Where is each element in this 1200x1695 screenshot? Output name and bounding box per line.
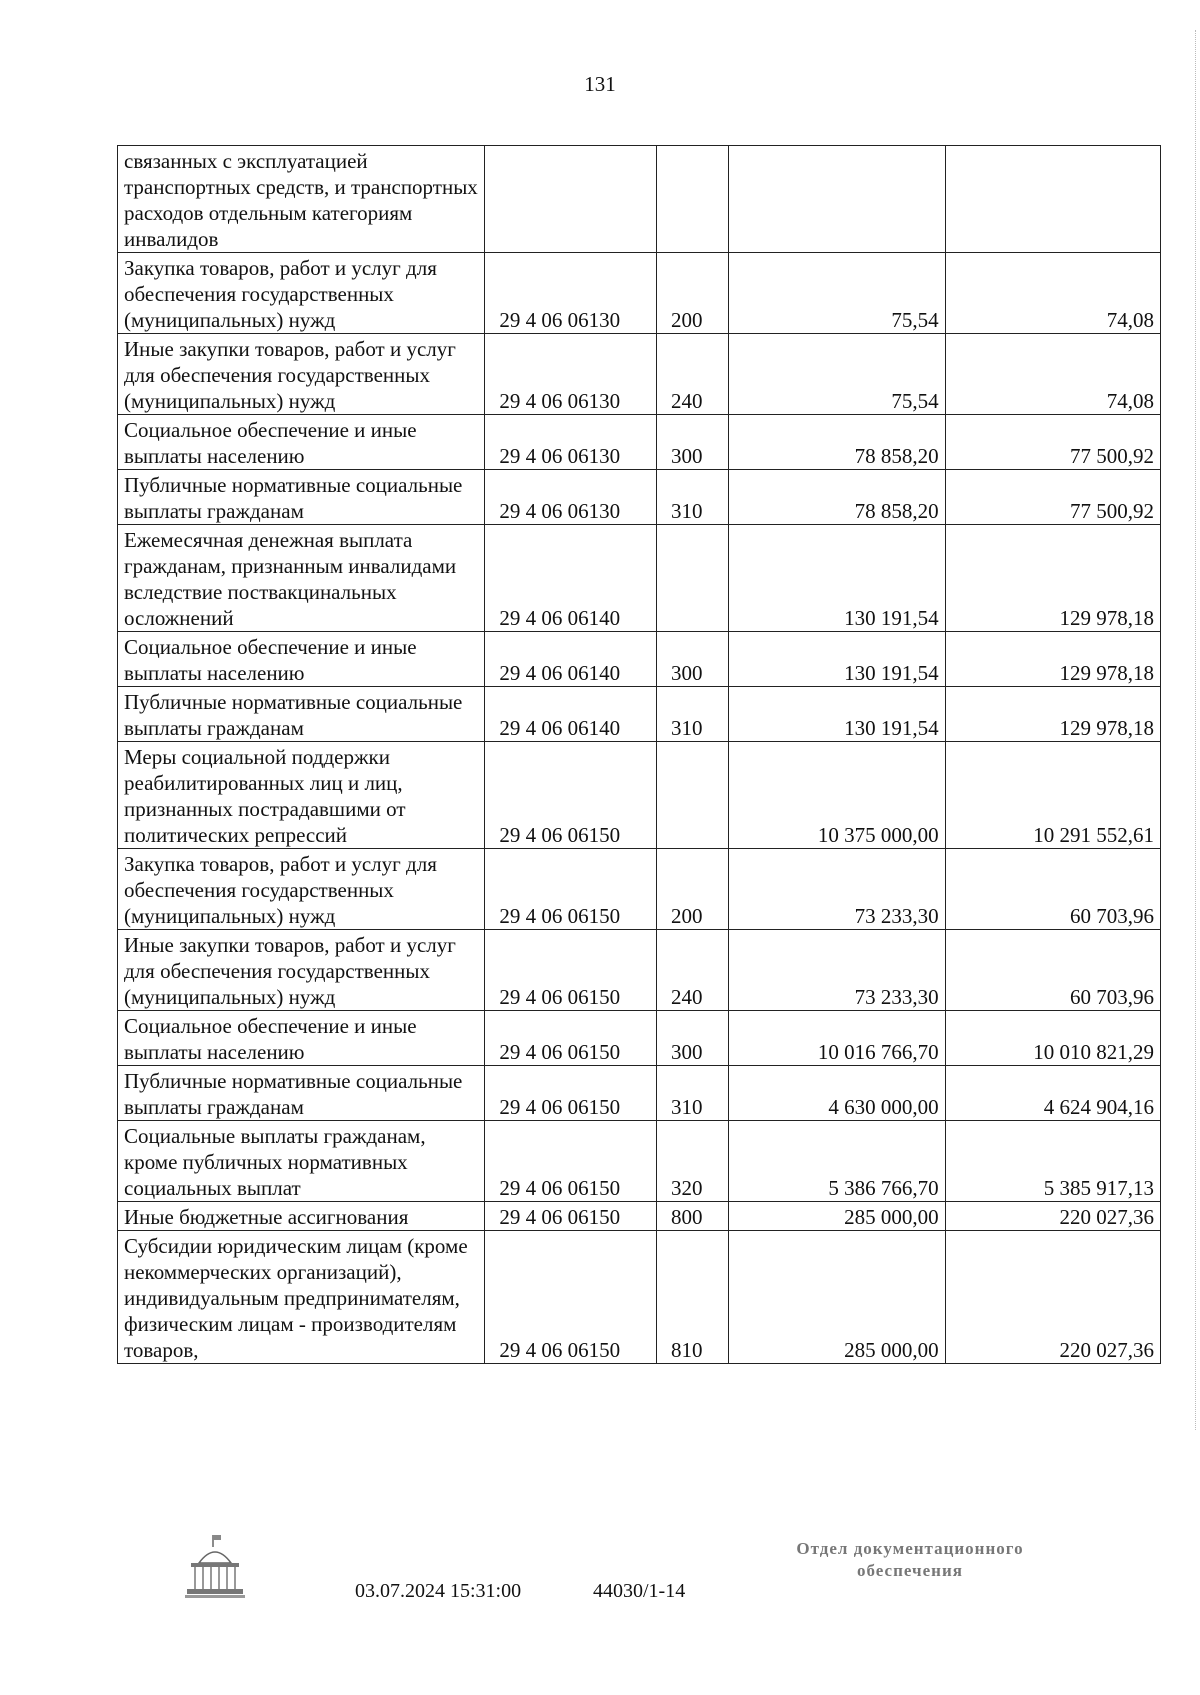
row-kvr-cell: 320 xyxy=(656,1121,728,1202)
row-kvr-cell: 200 xyxy=(656,253,728,334)
table-row xyxy=(118,334,1161,415)
row-fact-amount-cell: 74,08 xyxy=(945,334,1160,415)
row-name-cell: Социальное обеспечение и иные выплаты населению xyxy=(118,1011,485,1066)
row-kvr-cell xyxy=(656,146,728,253)
row-plan-amount-cell: 285 000,00 xyxy=(729,1202,945,1231)
row-code-cell: 29 4 06 06150 xyxy=(485,742,657,849)
row-fact-amount-cell: 129 978,18 xyxy=(945,632,1160,687)
row-code-cell: 29 4 06 06140 xyxy=(485,525,657,632)
page-number: 131 xyxy=(584,72,616,96)
row-fact-amount-cell: 129 978,18 xyxy=(945,525,1160,632)
row-code-cell: 29 4 06 06140 xyxy=(485,632,657,687)
row-name-cell: Закупка товаров, работ и услуг для обеспечения государственных (муниципальных) нужд xyxy=(118,253,485,334)
row-name-cell: Социальные выплаты гражданам, кроме публичных нормативных социальных выплат xyxy=(118,1121,485,1202)
row-fact-amount-cell: 60 703,96 xyxy=(945,930,1160,1011)
row-fact-amount-cell: 60 703,96 xyxy=(945,849,1160,930)
row-kvr-cell xyxy=(656,742,728,849)
row-code-cell: 29 4 06 06150 xyxy=(485,1011,657,1066)
row-plan-amount-cell: 4 630 000,00 xyxy=(729,1066,945,1121)
row-code-cell: 29 4 06 06150 xyxy=(485,1231,657,1364)
table-row xyxy=(118,632,1161,687)
row-fact-amount-cell: 74,08 xyxy=(945,253,1160,334)
row-fact-amount-cell: 4 624 904,16 xyxy=(945,1066,1160,1121)
table-row xyxy=(118,1121,1161,1202)
table-row xyxy=(118,849,1161,930)
table-row xyxy=(118,930,1161,1011)
table-row xyxy=(118,415,1161,470)
row-name-cell: Ежемесячная денежная выплата гражданам, признанным инвалидами вследствие поствакцинальных осложнений xyxy=(118,525,485,632)
row-kvr-cell: 300 xyxy=(656,632,728,687)
row-kvr-cell: 200 xyxy=(656,849,728,930)
department-stamp xyxy=(760,1538,1060,1582)
table-row xyxy=(118,742,1161,849)
row-kvr-cell: 800 xyxy=(656,1202,728,1231)
row-plan-amount-cell: 75,54 xyxy=(729,334,945,415)
row-name-cell: Иные бюджетные ассигнования xyxy=(118,1202,485,1231)
row-code-cell: 29 4 06 06150 xyxy=(485,849,657,930)
row-code-cell: 29 4 06 06140 xyxy=(485,687,657,742)
row-kvr-cell: 310 xyxy=(656,1066,728,1121)
row-plan-amount-cell xyxy=(729,146,945,253)
row-plan-amount-cell: 73 233,30 xyxy=(729,849,945,930)
row-name-cell: Иные закупки товаров, работ и услуг для обеспечения государственных (муниципальных) нужд xyxy=(118,930,485,1011)
row-code-cell: 29 4 06 06130 xyxy=(485,470,657,525)
row-fact-amount-cell xyxy=(945,146,1160,253)
row-kvr-cell: 240 xyxy=(656,930,728,1011)
table-row xyxy=(118,1231,1161,1364)
row-code-cell: 29 4 06 06150 xyxy=(485,1202,657,1231)
row-fact-amount-cell: 220 027,36 xyxy=(945,1202,1160,1231)
row-plan-amount-cell: 130 191,54 xyxy=(729,525,945,632)
row-name-cell: Социальное обеспечение и иные выплаты населению xyxy=(118,415,485,470)
budget-table-body xyxy=(118,146,1161,1364)
row-name-cell: Публичные нормативные социальные выплаты гражданам xyxy=(118,687,485,742)
table-row xyxy=(118,146,1161,253)
table-row xyxy=(118,470,1161,525)
row-code-cell: 29 4 06 06150 xyxy=(485,1066,657,1121)
row-fact-amount-cell: 220 027,36 xyxy=(945,1231,1160,1364)
stamp-line-2: обеспечения xyxy=(857,1561,963,1580)
row-plan-amount-cell: 130 191,54 xyxy=(729,632,945,687)
row-kvr-cell: 240 xyxy=(656,334,728,415)
row-plan-amount-cell: 285 000,00 xyxy=(729,1231,945,1364)
row-fact-amount-cell: 10 010 821,29 xyxy=(945,1011,1160,1066)
row-kvr-cell xyxy=(656,525,728,632)
table-row xyxy=(118,687,1161,742)
row-name-cell: Субсидии юридическим лицам (кроме некоммерческих организаций), индивидуальным предпринимателям, физическим лицам - производителям товаров, xyxy=(118,1231,485,1364)
row-name-cell: Социальное обеспечение и иные выплаты населению xyxy=(118,632,485,687)
row-plan-amount-cell: 130 191,54 xyxy=(729,687,945,742)
row-name-cell: Публичные нормативные социальные выплаты гражданам xyxy=(118,1066,485,1121)
row-fact-amount-cell: 5 385 917,13 xyxy=(945,1121,1160,1202)
row-code-cell: 29 4 06 06130 xyxy=(485,334,657,415)
row-kvr-cell: 310 xyxy=(656,687,728,742)
row-plan-amount-cell: 10 016 766,70 xyxy=(729,1011,945,1066)
row-fact-amount-cell: 77 500,92 xyxy=(945,415,1160,470)
row-kvr-cell: 300 xyxy=(656,415,728,470)
table-row xyxy=(118,1202,1161,1231)
row-plan-amount-cell: 10 375 000,00 xyxy=(729,742,945,849)
table-row xyxy=(118,1011,1161,1066)
row-name-cell: связанных с эксплуатацией транспортных средств, и транспортных расходов отдельным категориям инвалидов xyxy=(118,146,485,253)
row-code-cell: 29 4 06 06130 xyxy=(485,253,657,334)
row-plan-amount-cell: 78 858,20 xyxy=(729,415,945,470)
footer-document-number: 44030/1-14 xyxy=(593,1580,686,1602)
row-code-cell: 29 4 06 06130 xyxy=(485,415,657,470)
row-code-cell xyxy=(485,146,657,253)
row-name-cell: Публичные нормативные социальные выплаты гражданам xyxy=(118,470,485,525)
row-fact-amount-cell: 129 978,18 xyxy=(945,687,1160,742)
row-plan-amount-cell: 73 233,30 xyxy=(729,930,945,1011)
row-code-cell: 29 4 06 06150 xyxy=(485,930,657,1011)
row-fact-amount-cell: 10 291 552,61 xyxy=(945,742,1160,849)
row-name-cell: Иные закупки товаров, работ и услуг для обеспечения государственных (муниципальных) нужд xyxy=(118,334,485,415)
scan-edge-artifact xyxy=(1189,30,1196,1430)
stamp-line-1: Отдел документационного xyxy=(796,1539,1024,1558)
row-fact-amount-cell: 77 500,92 xyxy=(945,470,1160,525)
row-kvr-cell: 810 xyxy=(656,1231,728,1364)
table-row xyxy=(118,525,1161,632)
table-row xyxy=(118,253,1161,334)
budget-table xyxy=(117,145,1161,1364)
row-plan-amount-cell: 5 386 766,70 xyxy=(729,1121,945,1202)
row-code-cell: 29 4 06 06150 xyxy=(485,1121,657,1202)
row-name-cell: Закупка товаров, работ и услуг для обеспечения государственных (муниципальных) нужд xyxy=(118,849,485,930)
row-plan-amount-cell: 75,54 xyxy=(729,253,945,334)
footer-date: 03.07.2024 15:31:00 xyxy=(355,1580,522,1602)
row-kvr-cell: 300 xyxy=(656,1011,728,1066)
row-plan-amount-cell: 78 858,20 xyxy=(729,470,945,525)
table-row xyxy=(118,1066,1161,1121)
row-kvr-cell: 310 xyxy=(656,470,728,525)
row-name-cell: Меры социальной поддержки реабилитированных лиц и лиц, признанных пострадавшими от политических репрессий xyxy=(118,742,485,849)
building-logo-icon xyxy=(185,1533,245,1603)
